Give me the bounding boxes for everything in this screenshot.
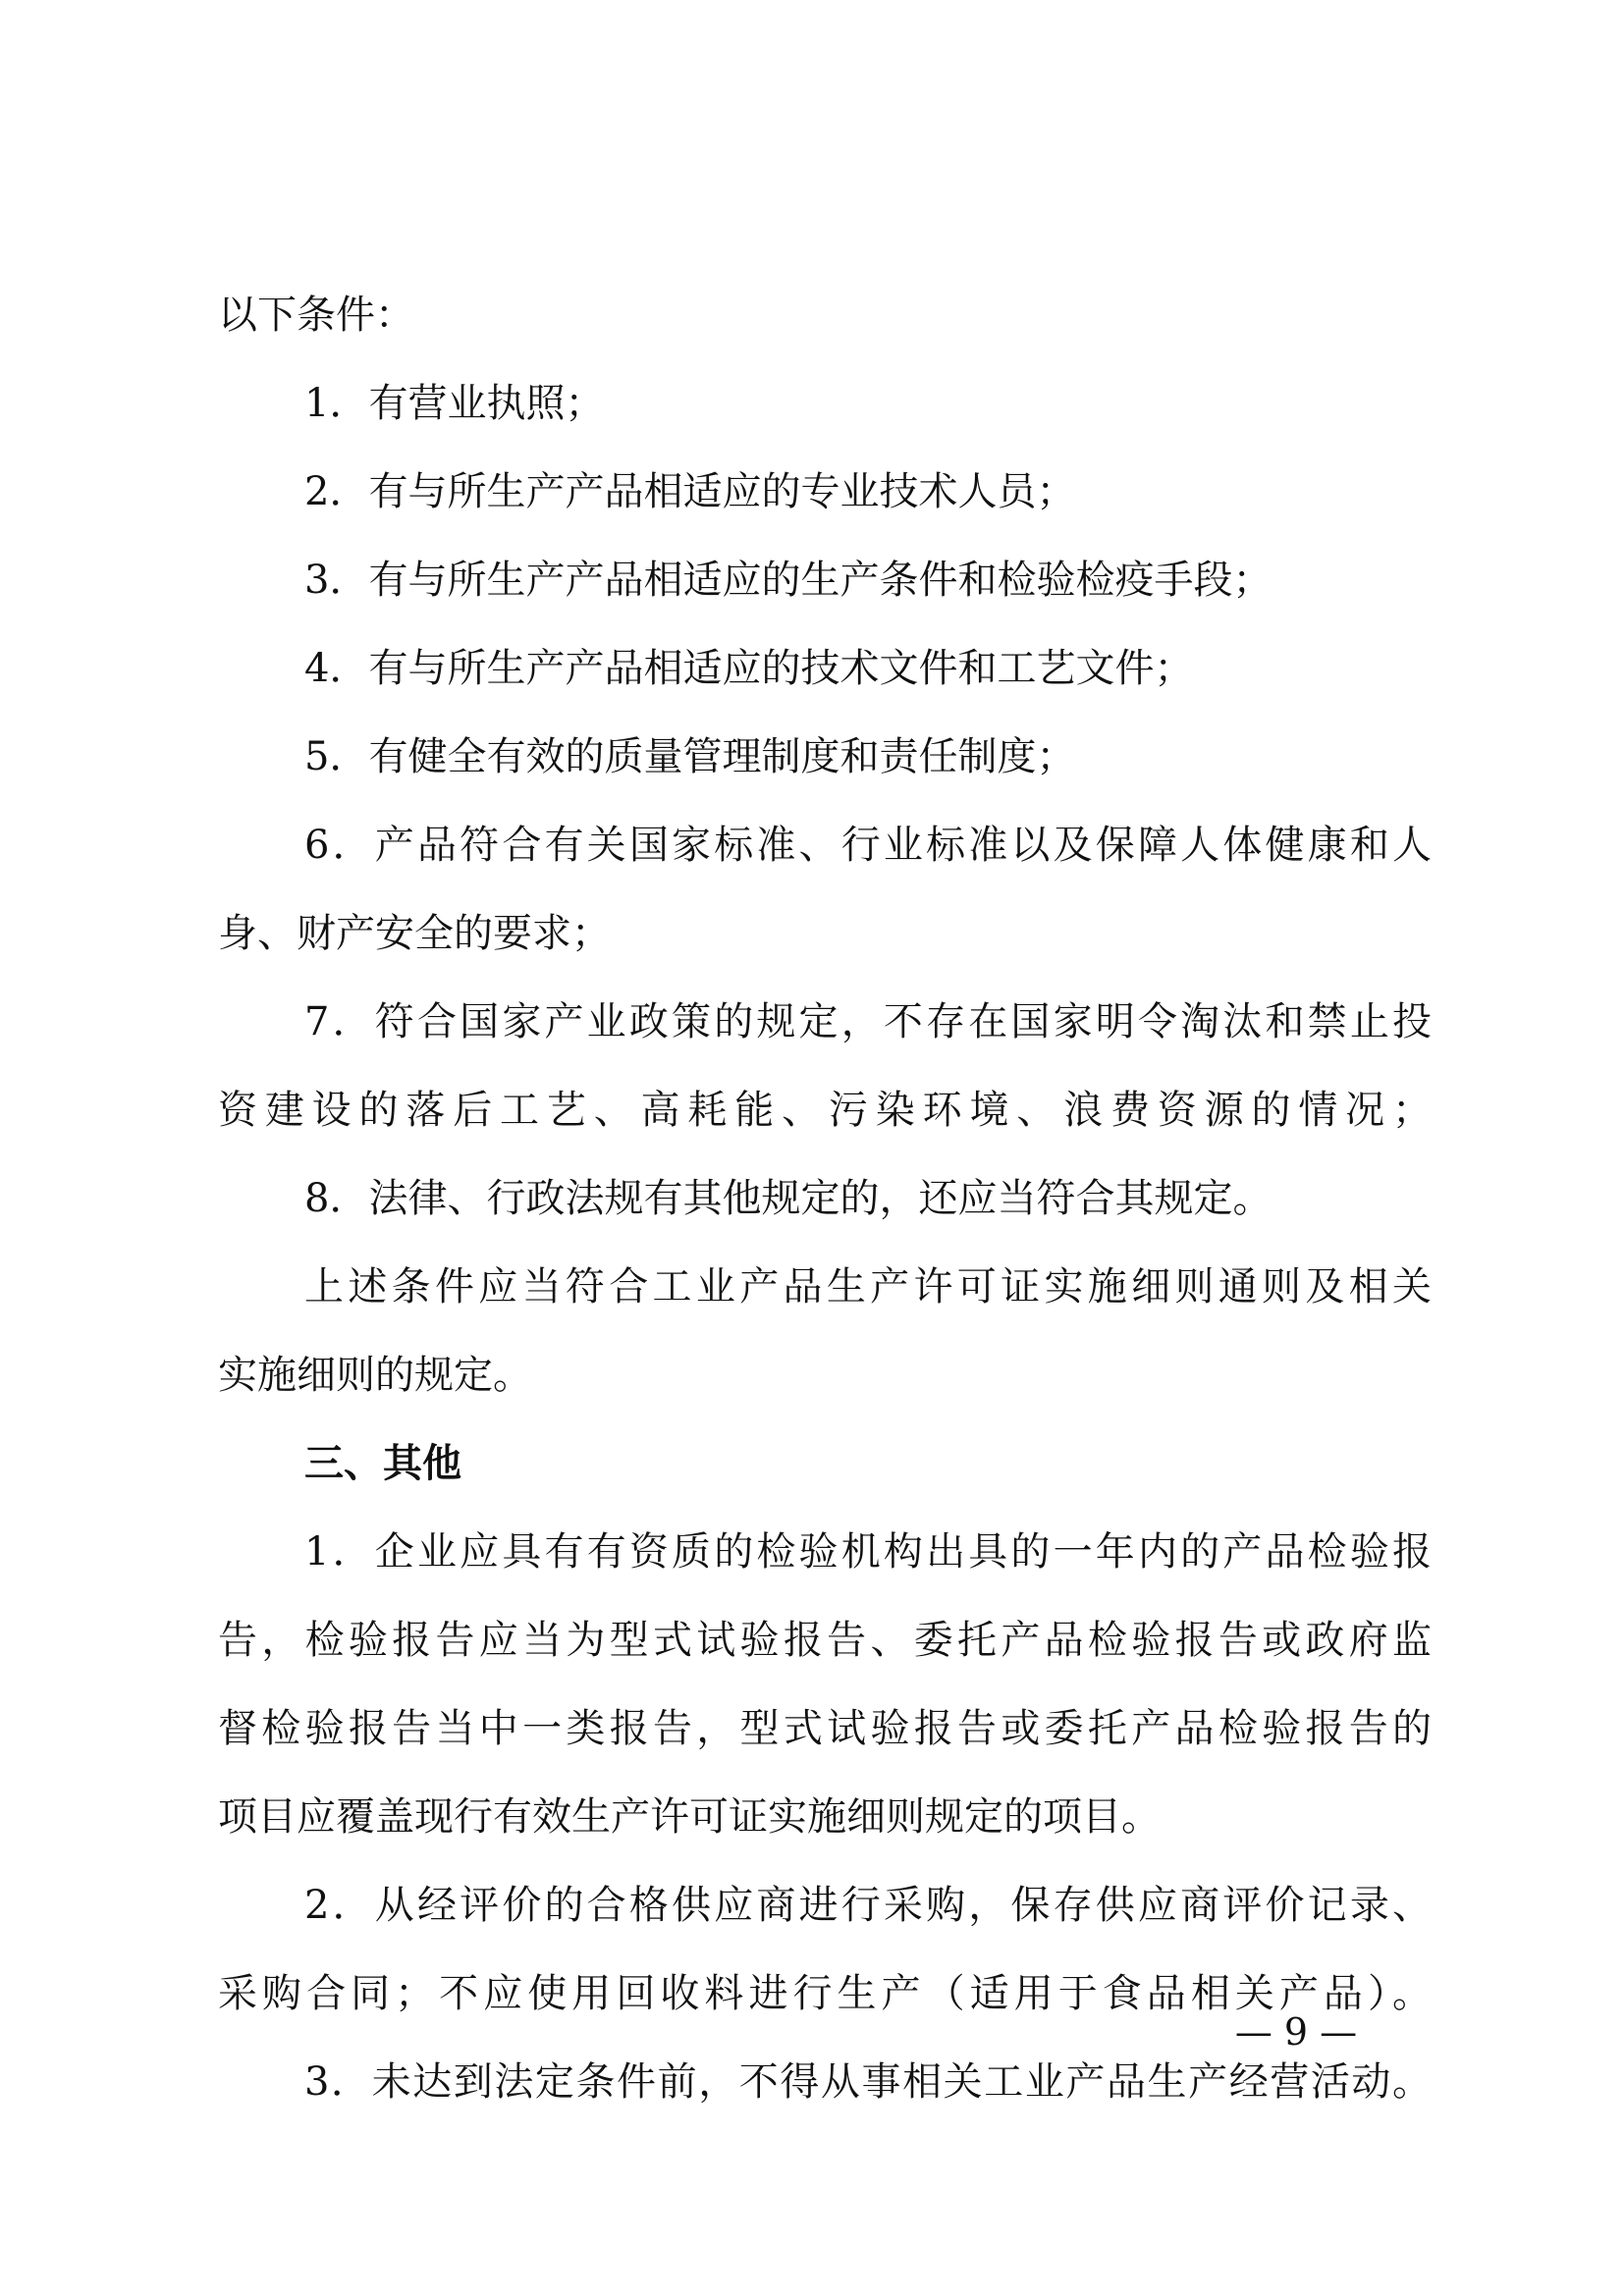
list-item-4: 4．有与所生产产品相适应的技术文件和工艺文件； bbox=[304, 646, 1194, 691]
other-item-3: 3．未达到法定条件前，不得从事相关工业产品生产经营活动。 bbox=[304, 2059, 1432, 2105]
list-item-6: 6．产品符合有关国家标准、行业标准以及保障人体健康和人 bbox=[304, 823, 1432, 868]
other-item-1-cont: 项目应覆盖现行有效生产许可证实施细则规定的项目。 bbox=[218, 1794, 1161, 1840]
other-item-1: 1．企业应具有有资质的检验机构出具的一年内的产品检验报 bbox=[304, 1529, 1432, 1575]
text-line: 以下条件： bbox=[218, 293, 414, 338]
list-item-8: 8．法律、行政法规有其他规定的，还应当符合其规定。 bbox=[304, 1176, 1272, 1221]
list-item-3: 3．有与所生产产品相适应的生产条件和检验检疫手段； bbox=[304, 558, 1272, 603]
section-heading: 三、其他 bbox=[304, 1441, 461, 1486]
paragraph-line: 上述条件应当符合工业产品生产许可证实施细则通则及相关 bbox=[304, 1264, 1432, 1309]
other-item-2: 2．从经评价的合格供应商进行采购，保存供应商评价记录、 bbox=[304, 1883, 1432, 1928]
list-item-7: 7．符合国家产业政策的规定，不存在国家明令淘汰和禁止投 bbox=[304, 999, 1432, 1044]
page-number: — 9 — bbox=[1234, 2010, 1358, 2054]
list-item-1: 1．有营业执照； bbox=[304, 381, 605, 426]
paragraph-line-cont: 实施细则的规定。 bbox=[218, 1353, 532, 1398]
list-item-5: 5．有健全有效的质量管理制度和责任制度； bbox=[304, 734, 1076, 779]
list-item-2: 2．有与所生产产品相适应的专业技术人员； bbox=[304, 469, 1076, 514]
list-item-6-cont: 身、财产安全的要求； bbox=[218, 911, 611, 956]
list-item-7-cont: 资建设的落后工艺、高耗能、污染环境、浪费资源的情况； bbox=[218, 1088, 1432, 1133]
other-item-1-cont: 告，检验报告应当为型式试验报告、委托产品检验报告或政府监 bbox=[218, 1618, 1432, 1663]
other-item-2-cont: 采购合同；不应使用回收料进行生产（适用于食品相关产品）。 bbox=[218, 1971, 1432, 2016]
other-item-1-cont: 督检验报告当中一类报告，型式试验报告或委托产品检验报告的 bbox=[218, 1706, 1432, 1751]
